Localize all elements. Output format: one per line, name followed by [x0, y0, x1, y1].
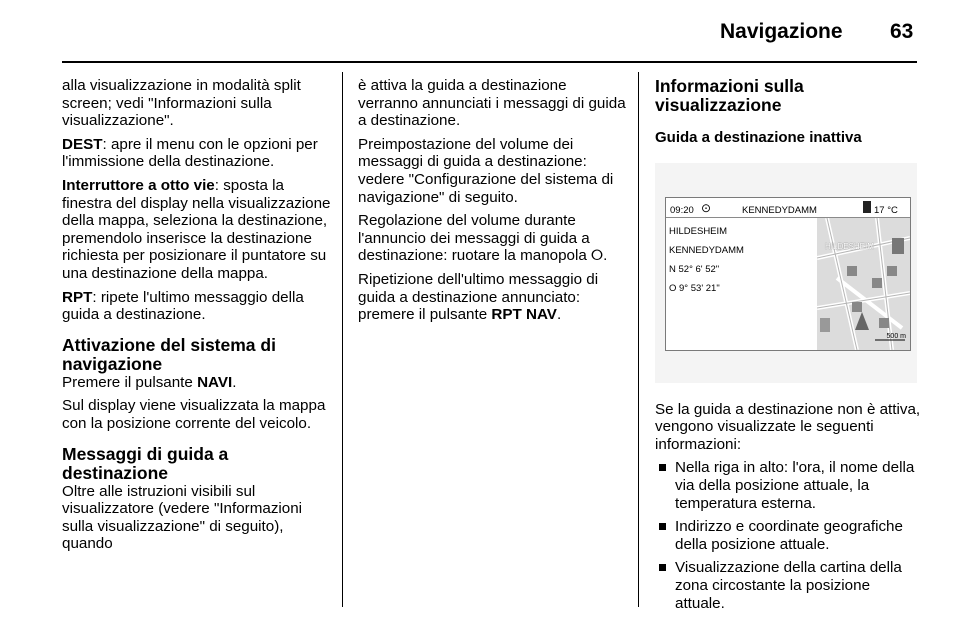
paragraph: [358, 271, 626, 324]
screen-street: KENNEDYDAMM: [742, 204, 817, 216]
screen-top-bar: [666, 198, 910, 218]
screen-info: [669, 222, 744, 298]
key-label: Interruttore a otto vie: [62, 176, 215, 194]
map-scale: 500 m: [886, 333, 906, 340]
map-view: [817, 218, 910, 350]
header-rule: [62, 61, 917, 63]
list-item-text: Indirizzo e coordinate geografiche della posizione attuale.: [675, 518, 903, 553]
list-item-text: Visualizzazione della cartina della zona circostante la posizione attuale.: [675, 559, 902, 612]
bullet-marker: [659, 464, 666, 471]
thermometer-icon: [863, 201, 871, 213]
bullet-marker: [659, 523, 666, 530]
column-2: [358, 77, 626, 330]
column-1: [62, 77, 334, 559]
paragraph: [62, 177, 334, 283]
paragraph-text: Ripetizione dell'ultimo messaggio di guida a destinazione annunciato: premere il pulsante: [358, 270, 599, 324]
paragraph: è attiva la guida a destinazione verranno annunciati i messaggi di guida a destinazione.: [358, 77, 626, 130]
paragraph: Oltre alle istruzioni visibili sul visualizzatore (vedere "Informazioni sulla visualizzazione" di seguito), quando: [62, 482, 303, 553]
map-city-label: HILDESHEIM: [825, 241, 874, 251]
paragraph: [62, 374, 334, 392]
list-item: [655, 559, 921, 612]
screen-info-line: KENNEDYDAMM: [669, 244, 744, 256]
compass-icon: ⊙: [701, 200, 712, 215]
screen-info-line: O 9° 53' 21": [669, 282, 720, 294]
paragraph: alla visualizzazione in modalità split screen; vedi "Informazioni sulla visualizzazione".: [62, 77, 301, 130]
screen-time: 09:20: [670, 204, 694, 216]
screen-info-line: HILDESHEIM: [669, 225, 728, 237]
bullet-marker: [659, 564, 666, 571]
key-label: DEST: [62, 135, 103, 153]
paragraph: Preimpostazione del volume dei messaggi di guida a destinazione: vedere "Configurazione del sistema di navigazione" di seguito.: [358, 135, 614, 206]
column-divider-1: [342, 72, 343, 607]
paragraph-text: : sposta la finestra del display nella visualizzazione della mappa, seleziona la destinazione, premendolo inserisce la destinazione richiesta per posizionare il puntatore su una destinazione della mappa.: [62, 176, 331, 282]
column-divider-2: [638, 72, 639, 607]
list-item-text: Nella riga in alto: l'ora, il nome della via della posizione attuale, la temperatura esterna.: [675, 459, 915, 512]
column-3: [655, 77, 921, 618]
paragraph: Se la guida a destinazione non è attiva, vengono visualizzate le seguenti informazioni:: [655, 400, 921, 453]
subsection-heading: Guida a destinazione inattiva: [655, 129, 862, 146]
key-label: RPT NAV: [491, 306, 557, 324]
display-screenshot: [655, 163, 917, 383]
paragraph-text: .: [232, 373, 237, 391]
screen-temp: 17 °C: [874, 204, 898, 216]
paragraph-text: .: [556, 306, 562, 324]
section-heading: Informazioni sulla visualizzazione: [655, 76, 804, 115]
screen-info-line: N 52° 6' 52": [669, 263, 720, 275]
paragraph-text: : apre il menu con le opzioni per l'immissione della destinazione.: [62, 135, 318, 171]
key-label: NAVI: [197, 373, 233, 391]
paragraph: Sul display viene visualizzata la mappa con la posizione corrente del veicolo.: [62, 397, 326, 432]
paragraph: [62, 136, 334, 171]
list-item: [655, 459, 921, 512]
key-label: RPT: [62, 288, 93, 306]
display-screen: [665, 197, 911, 351]
paragraph-text: Premere il pulsante: [62, 373, 198, 391]
header-title: Navigazione: [720, 20, 843, 43]
section-heading: Attivazione del sistema di navigazione: [62, 334, 276, 374]
paragraph: [62, 289, 334, 324]
page-number: 63: [890, 20, 914, 43]
list-item: [655, 518, 921, 553]
paragraph-text: : ripete l'ultimo messaggio della guida a destinazione.: [62, 288, 304, 324]
paragraph: Regolazione del volume durante l'annuncio dei messaggi di guida a destinazione: ruotare la manopola ⭘.: [358, 212, 608, 265]
section-heading: Messaggi di guida a destinazione: [62, 443, 229, 483]
